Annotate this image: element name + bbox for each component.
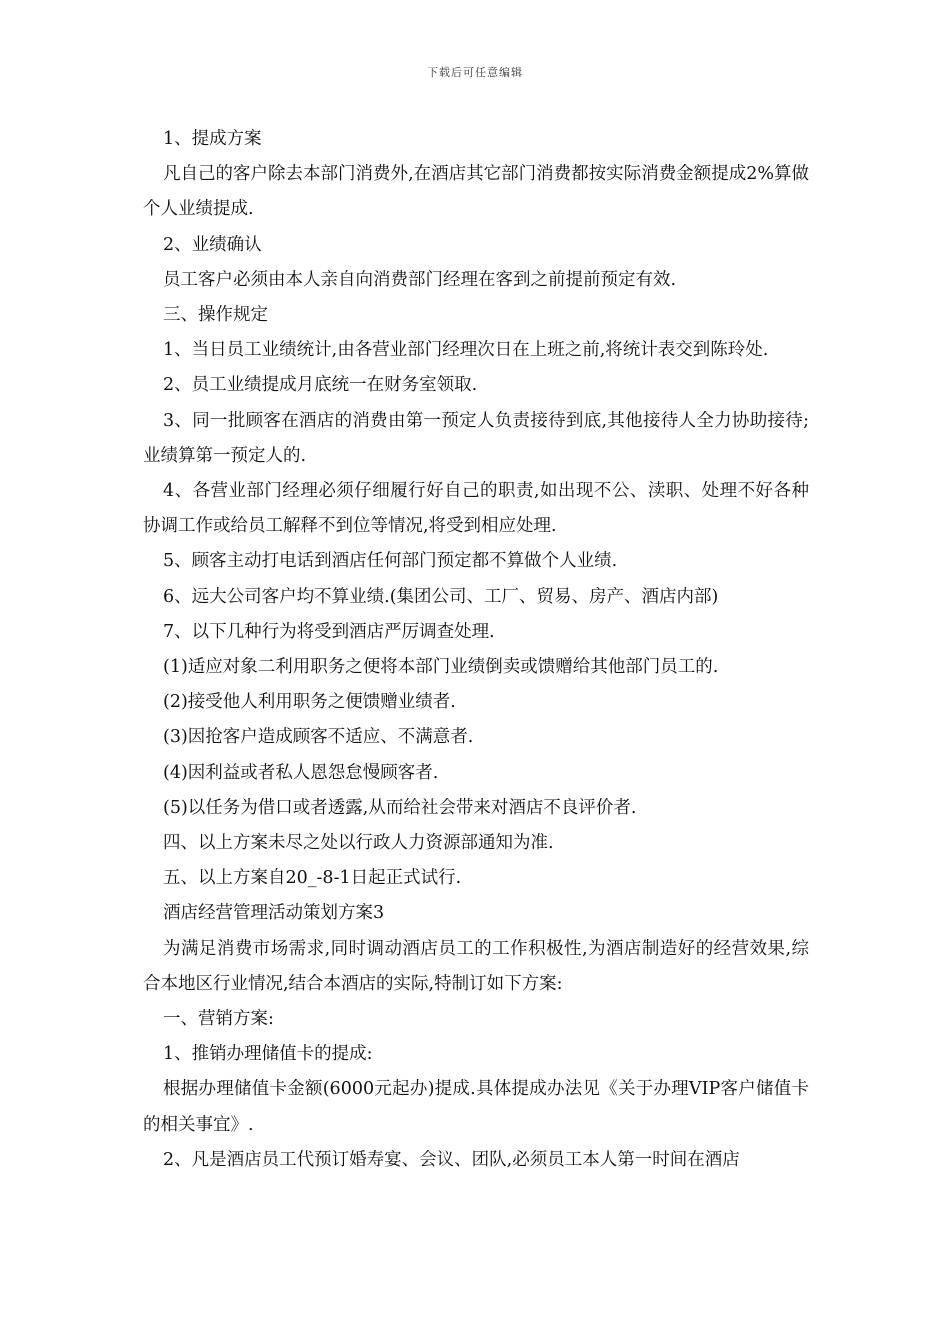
paragraph: (2)接受他人利用职务之便馈赠业绩者. bbox=[163, 692, 456, 713]
section-heading: 酒店经营管理活动策划方案3 bbox=[163, 903, 385, 924]
paragraph: 一、营销方案: bbox=[163, 1009, 274, 1030]
paragraph: 凡自己的客户除去本部门消费外,在酒店其它部门消费都按实际消费金额提成2%算做个人业绩提成. bbox=[143, 164, 809, 220]
paragraph: 5、顾客主动打电话到酒店任何部门预定都不算做个人业绩. bbox=[163, 551, 618, 572]
page-header-note: 下载后可任意编辑 bbox=[427, 66, 523, 79]
paragraph: 7、以下几种行为将受到酒店严厉调查处理. bbox=[163, 621, 495, 642]
paragraph: (5)以任务为借口或者透露,从而给社会带来对酒店不良评价者. bbox=[163, 797, 637, 818]
paragraph: 三、操作规定 bbox=[163, 305, 268, 326]
paragraph: 1、推销办理储值卡的提成: bbox=[163, 1044, 373, 1065]
paragraph: (1)适应对象二利用职务之便将本部门业绩倒卖或馈赠给其他部门员工的. bbox=[163, 657, 719, 678]
paragraph: 员工客户必须由本人亲自向消费部门经理在客到之前提前预定有效. bbox=[163, 269, 677, 290]
paragraph: 1、提成方案 bbox=[163, 129, 262, 149]
paragraph: 2、业绩确认 bbox=[163, 234, 262, 255]
paragraph: 五、以上方案自20_-8-1日起正式试行. bbox=[163, 868, 462, 889]
paragraph: (3)因抢客户造成顾客不适应、不满意者. bbox=[163, 727, 474, 748]
paragraph: 2、凡是酒店员工代预订婚寿宴、会议、团队,必须员工本人第一时间在酒店 bbox=[163, 1149, 740, 1170]
document-body bbox=[143, 122, 809, 1178]
paragraph: 3、同一批顾客在酒店的消费由第一预定人负责接待到底,其他接待人全力协助接待;业绩算第一预定人的. bbox=[143, 410, 809, 466]
paragraph: 四、以上方案未尽之处以行政人力资源部通知为准. bbox=[163, 833, 554, 854]
paragraph: 根据办理储值卡金额(6000元起办)提成.具体提成办法见《关于办理VIP客户储值卡的相关事宜》. bbox=[143, 1079, 809, 1135]
paragraph: 4、各营业部门经理必须仔细履行好自己的职责,如出现不公、渎职、处理不好各种协调工作或给员工解释不到位等情况,将受到相应处理. bbox=[143, 481, 809, 537]
paragraph: 为满足消费市场需求,同时调动酒店员工的工作积极性,为酒店制造好的经营效果,综合本地区行业情况,结合本酒店的实际,特制订如下方案: bbox=[143, 938, 809, 994]
paragraph: (4)因利益或者私人恩怨怠慢顾客者. bbox=[163, 762, 439, 783]
paragraph: 6、远大公司客户均不算业绩.(集团公司、工厂、贸易、房产、酒店内部) bbox=[163, 586, 719, 607]
paragraph: 1、当日员工业绩统计,由各营业部门经理次日在上班之前,将统计表交到陈玲处. bbox=[163, 340, 769, 361]
paragraph: 2、员工业绩提成月底统一在财务室领取. bbox=[163, 375, 478, 396]
